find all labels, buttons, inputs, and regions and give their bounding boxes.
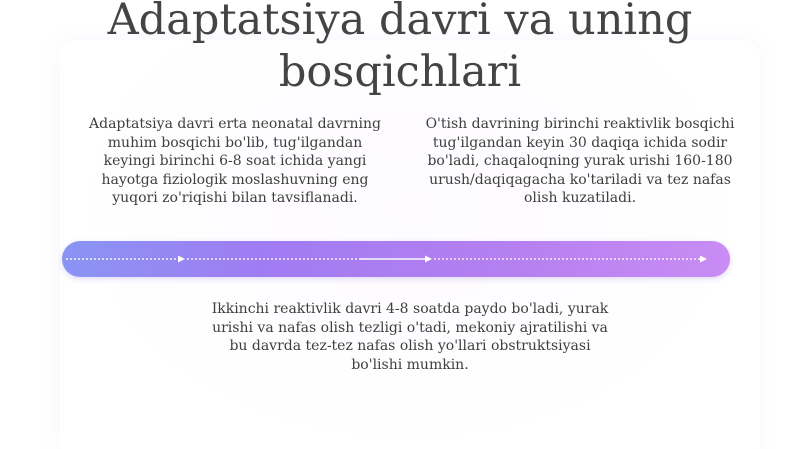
arrow-head-icon: [178, 256, 185, 263]
arrow-head-icon: [700, 256, 707, 263]
text-block-left: Adaptatsiya davri erta neonatal davrning muhim bosqichi bo'lib, tug'ilgandan keyingi birinchi 6-8 soat ichida yangi hayotga fiziologik moslashuvning eng yuqori zo'riqishi bilan tavsiflanadi.: [89, 116, 381, 206]
arrow-head-icon: [425, 256, 432, 263]
slide-title: Adaptatsiya davri va uning bosqichlari: [107, 0, 693, 97]
text-block-bottom: Ikkinchi reaktivlik davri 4-8 soatda paydo bo'ladi, yurak urishi va nafas olish tezligi o'tadi, mekoniy ajratilishi va bu davrda tez-tez nafas olish yo'llari obstruktsiyasi bo'lishi mumkin.: [211, 301, 609, 373]
text-block-right: O'tish davrining birinchi reaktivlik bosqichi tug'ilgandan keyin 30 daqiqa ichida sodir bo'ladi, chaqaloqning yurak urishi 160-180 urush/daqiqagacha ko'tariladi va tez nafas olish kuzatiladi.: [425, 116, 735, 206]
